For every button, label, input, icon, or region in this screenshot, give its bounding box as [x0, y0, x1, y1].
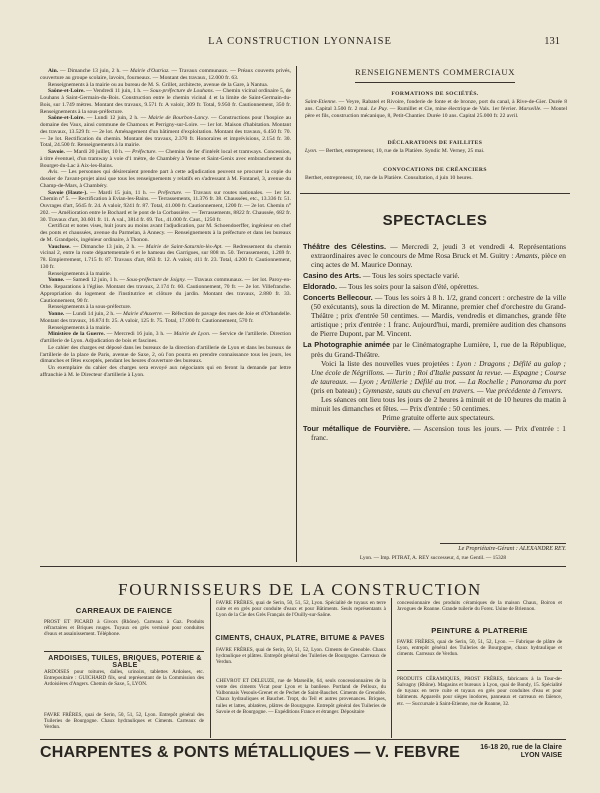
ciments-title: CIMENTS, CHAUX, PLATRE, BITUME & PAVES	[215, 633, 385, 642]
spectacles-list	[303, 242, 567, 542]
adjudication-paragraph: Yonne. — Samedi 12 juin, 1 h. — Sous-préfecture de Joigny. — Travaux communaux. — 1er lot. Paroy-en-Othe. Reparations à l'église. Montant des travaux, 2.174 fr. 60. Cautionnement, 70 fr. — 2e lot. Villefranche. Appropriation du logement de l'institutrice et clôture du jardin. Montant des travaux, 2.880 fr. 33. Cautionnement, 90 fr.	[40, 277, 291, 304]
faillites-title: DÉCLARATIONS DE FAILLITES	[387, 140, 483, 146]
section-rule	[300, 193, 570, 194]
spectacles-title: SPECTACLES	[382, 212, 488, 229]
concessionnaire-ad: concessionnaire des produits céramiques de la maison Chaux, Boiron et Javogues de Roanne. Grande tuilerie du Forez. Usine de Briennon.	[397, 600, 562, 613]
favre-ad-3: FAVRE FRÈRES, quai de Serin, 50, 51, 52, Lyon. Ciments de Grenoble. Chaux hydraulique et plâtres. Entrepôt général des Tuileries de Bourgogne. Carreaux de Verdun.	[216, 647, 386, 666]
adjudication-paragraph: Renseignements à la mairie ou au bureau de M. S. Grillet, architecte, avenue de la Gare, à Nantua.	[48, 81, 269, 88]
creanciers-title: CONVOCATIONS DE CRÉANCIERS	[383, 167, 487, 173]
title-rule	[355, 82, 515, 83]
signature-rule	[440, 543, 566, 544]
spectacle-item: Casino des Arts. — Tous les soirs spectacle varié.	[303, 271, 460, 281]
spectacle-item: Prime gratuite offerte aux spectateurs.	[382, 412, 495, 422]
favre-ad-4: FAVRE FRÈRES, quai de Serin, 50, 51, 52, Lyon. — Fabrique de plâtre de Lyon, entrepôt général des Tuileries de Bourgogne, chaux hydraulique et ciments. Carreaux de Verdun.	[397, 639, 562, 658]
fournisseurs-rule-top	[40, 566, 566, 567]
spectacle-item: Eldorado. — Tous les soirs pour la saison d'été, opérettes.	[303, 282, 479, 292]
favre-ad-1: FAVRE FRÈRES, quai de Serin, 50, 51, 52, Lyon. Entrepôt général des Tuileries de Bourgogne. Chaux hydrauliques et Ciments. Carreaux de Verdun.	[44, 712, 204, 731]
running-title: LA CONSTRUCTION LYONNAISE	[208, 36, 392, 47]
imprimerie-line: Lyon. — Imp. PITRAT, A. REY successeur, 4, rue Gentil. — 15328	[359, 555, 507, 561]
favre-ad-2: FAVRE FRÈRES, quai de Serin, 50, 51, 52, Lyon. Spécialité de tuyaux en terre cuite et en grès pour conduite d'eaux et pour Bâtiments. Seuls représentants à Lyon de la Cie des Grès Français de l'Ouilly-sur-Saône.	[216, 600, 386, 619]
formations-title: FORMATIONS DE SOCIÉTÉS.	[391, 91, 479, 97]
adjudication-paragraph: Le cahier des charges est déposé dans les bureaux de la direction d'artillerie de Lyon et dans les bureaux de l'artillerie de la place de Paris, avenue de Saxe, 2, où l'on pourra en prendre connaissance tous les jours, les dimanches et fêtes exceptés, pendant les heures d'ouverture des bureaux.	[40, 344, 291, 365]
running-header	[40, 36, 560, 50]
ad-divider-2	[391, 598, 392, 738]
page-number: 131	[544, 36, 560, 47]
adjudication-paragraph: Certificat et notes vises, huit jours au moins avant l'adjudication, par M. Schoendoerffer, ingénieur en chef des ponts et chaussées, avenue du Parmelan, à Annecy. — Renseignements à la préfecture et dans les bureaux de M. Grandpeix, ingénieur ordinaire, à Thonon.	[40, 223, 291, 243]
carreaux-ad: PROST ET PICARD à Givors (Rhône). Carreaux à Gaz. Produits réfractaires et Briques rouges. Tuyaux en grès vernissé pour conduites d'eaux et assainissement. Téléphone.	[44, 619, 204, 638]
adjudication-paragraph: Saône-et-Loire. — Vendredi 11 juin, 1 h. — Sous-préfecture de Louhans. — Chemin vicinal ordinaire 5, de Louhans à Saint-Germain-du-Bois. Construction entre le chemin vicinal 4 et la limite de Saint-Germain-du-Bois, sur 1.749 mètres. Montant des travaux, 9.571 fr. A valoir, 309 fr. Total, 9.950 fr. Cautionnement, 350 fr. Renseignements à la sous-préfecture.	[40, 88, 291, 115]
commerce-title: RENSEIGNEMENTS COMMERCIAUX	[354, 67, 516, 77]
adjudication-paragraph: Renseignements à la mairie.	[48, 270, 112, 277]
charpentes-address-street: 16-18 20, rue de la Claire	[480, 744, 562, 751]
adjudication-paragraph: Vaucluse. — Dimanche 13 juin, 2 h. — Mairie de Saint-Saturnin-lès-Apt. — Redressement du chemin vicinal 2, entre la route départementale 6 et le hameau des Garrigues, sur 808 m. 50. Terrassements, 1.269 fr. 78. Empierrement, 1.715 fr. 87. Travaux d'art, 863 fr. 12. A valoir, 411 fr. 23. Total, 4.200 fr. Cautionnement, 130 fr.	[40, 243, 291, 270]
ad-rule-2	[397, 670, 562, 671]
adjudication-paragraph: Savoie (Haute-). — Mardi 15 juin, 11 h. — Préfecture. — Travaux sur routes nationales. — 1er lot. Chemin n° 5. — Rectification à Evian-les-Bains. — Terrassements, 11.376 fr. 38. Chaussées, etc., 13.336 fr. 51. Ouvrages d'art, 5645 fr. 24. A valoir, 9241 fr. 87. Total, 41.000 fr. Cautionnement, 1200 fr. — 2e lot. Chemin n° 202. — Amélioration entre le Bochard et le pont de la Corbassière. — Terrassements, 8822 fr. Chaussée, 682 fr. 30. Travaux d'art, 30.601 fr. 11. A val., 3814 fr. 69. Tot., 41.000 fr. Caut., 1250 fr.	[40, 189, 292, 223]
creanciers-text: Berthet, entrepreneur, 10, rue de la Platière. Consultation, 4 juin 10 heures.	[305, 175, 473, 181]
charpentes-address	[472, 744, 562, 760]
prost-freres-ad: PRODUITS CÉRAMIQUES, PROST FRÈRES, fabricants à la Tour-de-Salvagny (Rhône). Magasins et bureaux à Lyon, quai de Bondy, 15. Spécialité de tuyaux en terre cuite et tuyaux en grès pour conduites d'eau et pour bâtiments. Appareils pour sièges inodores, panneaux et carreaux en faïence, etc. — Succursale à Saint-Etienne, rue de Roanne, 32.	[397, 676, 562, 707]
adjudication-paragraph: Ain. — Dimanche 13 juin, 2 h. — Mairie d'Outriaz. — Travaux communaux. — Préaux couverts privés, couverture au groupe scolaire, lavoirs, fourneaux. — Montant des travaux, 12.000 fr. 63.	[40, 68, 291, 81]
fournisseurs-title: FOURNISSEURS DE LA CONSTRUCTION	[118, 580, 482, 599]
adjudication-paragraph: Renseignements à la mairie.	[48, 324, 112, 331]
spectacle-item: Voici la liste des nouvelles vues projetées : Lyon : Dragons ; Défilé au galop ; Une école de Négrillons. — Turin ; Roi d'Italie passant la revue. — Espagne ; Course de taureaux. — Lyon ; Artillerie ; Défilé au trot. — La Rochelle ; Panorama du port (pris en bateau) ; Gymnaste, sauts au cheval en travers. — Vue précédente à l'envers.	[311, 358, 566, 395]
ad-rule	[44, 651, 204, 652]
charpentes-banner: CHARPENTES & PONTS MÉTALLIQUES — V. FEBVRE	[40, 744, 461, 761]
ad-divider-1	[210, 598, 211, 738]
adjudication-paragraph: Ministère de la Guerre. — Mercredi 16 juin, 3 h. — Mairie de Lyon. — Service de l'artillerie. Direction d'artillerie de Lyon. Adjudication de bois et fascines.	[40, 331, 291, 344]
chevrot-ad: CHEVROT ET DELEUZE, rue de Marseille, 64, seuls concessionnaires de la vente des ciments Vicat pour Lyon et la banlieue. Portland de Pelloux, du Valbonnais Vesouls-Grenet et de Pechet de Saint-Bauchet. Ciments de Grenoble. Chaux hydrauliques et Bauchet. Tropt, du Teil et autres provenances. Briques, tuiles et lattes, ablatères, plâtres de Bourgogne. Entrepôt général des Tuileries de Savoie et de Bourgogne. — Expéditions France et étranger. Dépositaire	[216, 678, 386, 715]
gerant-line: Le Propriétaire-Gérant : ALEXANDRE REY.	[458, 546, 566, 552]
spectacle-item: La Photographie animée par le Cinématographe Lumière, 1, rue de la République, près du Grand-Théâtre.	[303, 340, 566, 359]
adjudication-paragraph: Un exemplaire du cahier des charges sera envoyé aux négociants qui en feront la demande par lettre affranchie à M. le Directeur d'artillerie à Lyon.	[40, 365, 291, 378]
adjudication-paragraph: Avis. — Les personnes qui désireraient prendre part à cette adjudication peuvent se procurer la copie du dossier de l'avant-projet ainsi que tous les renseignements y relatifs en s'adressant à M. Fontanel, 3, avenue du Champ-de-Mars, à Chambéry.	[40, 169, 291, 189]
fournisseurs-rule-bottom	[40, 739, 566, 740]
spectacle-item: Les séances ont lieu tous les jours de 2 heures à minuit et de 10 heures du matin à minuit les dimanches et fêtes. — Prix d'entrée : 50 centimes.	[311, 394, 566, 413]
ardoises-title: ARDOISES, TUILES, BRIQUES, POTERIE & SABLE	[48, 655, 202, 669]
spectacle-item: Théâtre des Célestins. — Mercredi 2, jeudi 3 et vendredi 4. Représentations extraordinaires avec le concours de Mme Rosa Bruck et M. Guitry : Amants, pièce en cinq actes de M. Maurice Donnay.	[303, 242, 566, 270]
peinture-title: PEINTURE & PLATRERIE	[431, 626, 528, 635]
charpentes-address-city: LYON VAISE	[520, 752, 562, 759]
spectacle-item: Concerts Bellecour. — Tous les soirs à 8 h. 1/2, grand concert : orchestre de la ville (50 exécutants), sous la direction de M. Miranne, premier chef d'orchestre du Grand-Théâtre ; prix d'entrée 50 centimes. — Mardis, vendredis et dimanches, grande fête artistique ; prix d'entrée : 1 franc. Aujourd'hui, mardi, première audition des chansons de Pierre Dupont, par M. Vincent.	[303, 293, 567, 339]
adjudication-paragraph: Savoie. — Mardi 20 juillet, 10 h. — Préfecture. — Chemins de fer d'intérêt local et tramways. Concession, à titre éventuel, d'un tramway à voie d'1 mètre, de Chambéry à Yenne et Saint-Genix avec embranchement du Bourget-du-Lac à Aix-les-Bains.	[40, 149, 291, 169]
ardoises-ad: ARDOISES pour toitures, dalles, urinoirs, tablettes Ardoises, etc. Entrepositaire : GUICHARD fils, seul représentant de la Commission des Ardoisières d'Angers. Chemin de Saxe, 5, LYON.	[44, 669, 204, 688]
adjudication-paragraph: Renseignements à la sous-préfecture.	[48, 304, 132, 311]
spectacle-item: Tour métallique de Fourvière. — Ascension tous les jours. — Prix d'entrée : 1 franc.	[303, 423, 566, 442]
faillites-text: Lyon. — Berthet, entrepreneur, 10, rue de la Platière. Syndic M. Verney, 25 mai.	[305, 148, 485, 154]
adjudication-paragraph: Saône-et-Loire. — Lundi 12 juin, 2 h. — Mairie de Bourbon-Lancy. — Constructions pour l'hospice au domaine des Vaux, ainsi commune de Chamoux et Perrigny-sur-Loire. — 1er lot. Maison d'habitation. Montant des travaux, 13.529 fr. — 2e lot. Aménagement d'un bâtiment d'exploitation. Montant des travaux, 6.450 fr. 70. — 3e lot. Rectification du chemin. Montant des travaux, 2.370 fr. Honoraires et imprévisions, 2.154 fr. 30. Total, 24.500 fr. Renseignements à la mairie.	[40, 115, 291, 149]
carreaux-title: CARREAUX DE FAIENCE	[75, 606, 173, 615]
column-divider	[296, 66, 297, 562]
adjudications-column	[40, 68, 291, 545]
adjudication-paragraph: Yonne. — Lundi 14 juin, 2 h. — Mairie d'Auxerre. — Réfection de pavage des rues de Joie et d'Orbandelle. Montant des travaux, 16.874 fr. 25. A valoir, 125 fr. 75. Total, 17.000 fr. Cautionnement, 570 fr.	[40, 311, 291, 324]
formations-text: Saint-Etienne. — Veyre, Rabatel et Rivoire, fonderie de fonte et de bronze, port du canal, à Rive-de-Gier. Durée 8 ans. Capital 3.500 fr. 2 mai. Le Puy. — Rumillet et Cie, mine électrique de Vals. 1er février. Marseille. — Montel père et fils, construction mécanique, 8, Petit-Chantier. Durée 10 ans. Capital 25.000 fr. 22 avril.	[305, 99, 567, 119]
